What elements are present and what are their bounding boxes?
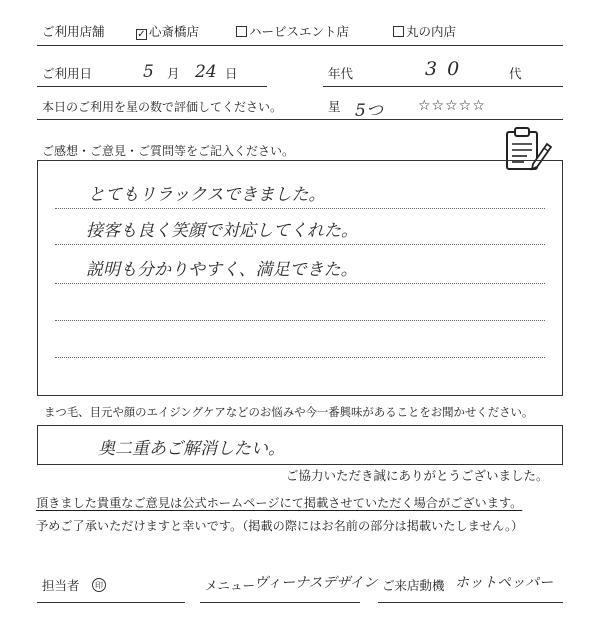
menu-value: ヴィーナスデザイン	[254, 575, 378, 591]
checkbox-icon[interactable]	[236, 26, 247, 37]
comments-label: ご感想・ご意見・ご質問等をご記入ください。	[42, 144, 295, 158]
visit-month-unit: 月	[167, 66, 180, 81]
motive-value: ホットペッパー	[455, 575, 553, 591]
thanks-message: ご協力いただき誠にありがとうございました。	[286, 468, 549, 483]
age-label: 年代	[328, 66, 354, 81]
age-underline	[323, 86, 563, 87]
store-option-marunouchi[interactable]	[393, 26, 456, 39]
rating-label: 星	[328, 99, 341, 114]
visit-day-unit: 日	[225, 66, 238, 81]
divider	[37, 119, 563, 120]
ruled-line	[55, 357, 545, 358]
checkbox-checked-icon[interactable]: ✓	[137, 29, 146, 40]
divider	[37, 45, 563, 46]
age-value: 30	[425, 58, 470, 80]
seal-stamp-icon: 印	[92, 578, 106, 592]
ruled-line	[55, 320, 545, 321]
staff-label: 担当者	[42, 578, 80, 593]
staff-underline	[37, 602, 185, 603]
motive-underline	[378, 602, 563, 603]
visit-month: 5	[143, 62, 154, 82]
consent-notice: 予めご了承いただけますと幸いです。（掲載の際にはお名前の部分は掲載いたしません。）	[36, 519, 524, 533]
menu-label: メニュー	[205, 578, 256, 593]
rating-stars: ☆☆☆☆☆	[418, 98, 486, 114]
comment-line-3: 説明も分かりやすく、満足できた。	[86, 260, 358, 280]
store-option-label: 心斎橋店	[149, 24, 200, 39]
concerns-label: まつ毛、目元や顔のエイジングケアなどのお悩みや今一番興味があることをお聞かせください。	[44, 405, 534, 419]
motive-label: ご来店動機	[382, 578, 445, 593]
visit-day: 24	[195, 62, 217, 82]
ruled-line	[55, 244, 545, 245]
publication-notice: 頂きました貴重なご意見は公式ホームページにて掲載させていただく場合がございます。	[36, 496, 523, 510]
comment-line-2: 接客も良く笑顔で対応してくれた。	[86, 221, 358, 241]
checkbox-icon[interactable]	[393, 26, 404, 37]
concerns-answer: 奥二重あご解消したい。	[98, 439, 285, 459]
date-underline	[37, 86, 267, 87]
menu-underline	[200, 602, 360, 603]
ruled-line	[55, 283, 545, 284]
rating-value-handwritten: 5つ	[355, 101, 383, 121]
store-option-shinsaibashi[interactable]	[136, 26, 199, 40]
store-label: ご利用店舗	[42, 24, 105, 39]
rating-prompt: 本日のご利用を星の数で評価してください。	[42, 100, 283, 114]
age-unit: 代	[509, 66, 522, 81]
store-option-herbis[interactable]	[236, 26, 349, 39]
visit-date-label: ご利用日	[42, 66, 93, 81]
store-option-label: 丸の内店	[406, 24, 457, 39]
store-option-label: ハービスエント店	[249, 24, 350, 39]
ruled-line	[55, 208, 545, 209]
comment-line-1: とてもリラックスできました。	[88, 185, 326, 205]
